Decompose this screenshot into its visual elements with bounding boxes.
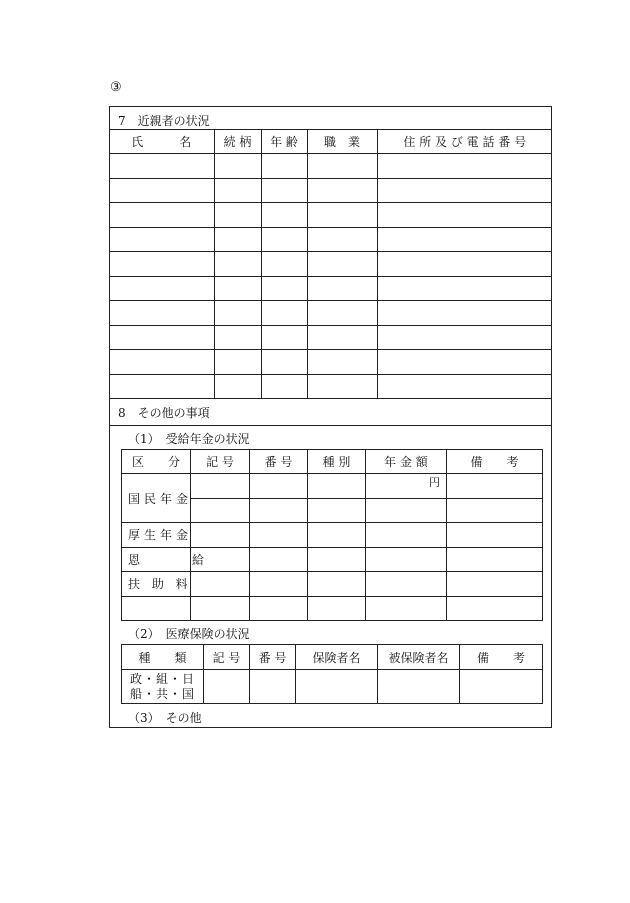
- relative-age-cell[interactable]: [261, 350, 307, 375]
- relative-address-cell[interactable]: [377, 276, 552, 301]
- relative-age-cell[interactable]: [261, 154, 307, 179]
- relative-age-cell[interactable]: [261, 178, 307, 203]
- pension-type-cell[interactable]: [308, 474, 366, 499]
- pension-symbol-cell[interactable]: [191, 596, 250, 621]
- relative-relationship-cell[interactable]: [214, 252, 261, 277]
- pension-row-onkyu: [122, 547, 543, 572]
- pension-row-fujo: [122, 572, 543, 597]
- relatives-row: [109, 154, 552, 179]
- relative-occupation-cell[interactable]: [307, 325, 377, 350]
- relatives-row: [109, 252, 552, 277]
- relative-address-cell[interactable]: [377, 203, 552, 228]
- insurance-data-row: [122, 670, 543, 704]
- pension-amount-cell[interactable]: [366, 498, 447, 523]
- pension-symbol-cell[interactable]: [191, 572, 250, 597]
- pension-type-cell[interactable]: [308, 547, 366, 572]
- pension-type-cell[interactable]: [308, 523, 366, 548]
- pension-type-cell[interactable]: [308, 572, 366, 597]
- relative-address-cell[interactable]: [377, 325, 552, 350]
- section7-title: 7 近親者の状況: [118, 114, 210, 128]
- pension-amount-cell[interactable]: [366, 547, 447, 572]
- page-marker: ③: [110, 80, 122, 95]
- pension-remarks-cell[interactable]: [447, 572, 543, 597]
- pension-subtitle: （1） 受給年金の状況: [128, 432, 250, 446]
- relative-relationship-cell[interactable]: [214, 276, 261, 301]
- pension-symbol-cell[interactable]: [191, 498, 250, 523]
- relative-name-cell[interactable]: [109, 374, 214, 399]
- pension-amount-cell[interactable]: [366, 474, 447, 499]
- relatives-row: [109, 178, 552, 203]
- pension-number-cell[interactable]: [250, 572, 308, 597]
- relative-name-cell[interactable]: [109, 203, 214, 228]
- pension-remarks-cell[interactable]: [447, 523, 543, 548]
- pension-header-remarks: 備 考: [447, 450, 543, 474]
- relatives-header-row: [109, 130, 552, 154]
- insurance-header-symbol: 記 号: [204, 645, 250, 670]
- insurance-header-insured: 被保険者名: [378, 645, 460, 670]
- relative-address-cell[interactable]: [377, 252, 552, 277]
- relative-address-cell[interactable]: [377, 301, 552, 326]
- relative-relationship-cell[interactable]: [214, 227, 261, 252]
- relative-occupation-cell[interactable]: [307, 350, 377, 375]
- header-occupation: 職 業: [307, 130, 377, 154]
- pension-remarks-cell[interactable]: [447, 474, 543, 499]
- pension-header-symbol: 記 号: [191, 450, 250, 474]
- relative-address-cell[interactable]: [377, 227, 552, 252]
- pension-row-blank: [122, 596, 543, 621]
- pension-row-employees: [122, 523, 543, 548]
- pension-number-cell[interactable]: [250, 596, 308, 621]
- insurance-header-row: [122, 645, 543, 670]
- pension-amount-cell[interactable]: [366, 523, 447, 548]
- insurance-type-line1: 政・組・日: [129, 671, 195, 686]
- insurance-number-cell[interactable]: [250, 670, 296, 704]
- other-subtitle: （3） その他: [128, 711, 202, 725]
- pension-remarks-cell[interactable]: [447, 498, 543, 523]
- relative-name-cell[interactable]: [109, 325, 214, 350]
- insurance-symbol-cell[interactable]: [204, 670, 250, 704]
- pension-header-category: 区 分: [122, 450, 191, 474]
- pension-header-number: 番 号: [250, 450, 308, 474]
- insurance-header-number: 番 号: [250, 645, 296, 670]
- relative-relationship-cell[interactable]: [214, 178, 261, 203]
- insurance-type-options: [122, 670, 204, 704]
- relatives-table: [109, 129, 552, 399]
- insurance-insurer-cell[interactable]: [296, 670, 378, 704]
- pension-label-national: 国民年金: [122, 474, 191, 523]
- insurance-insured-cell[interactable]: [378, 670, 460, 704]
- relative-name-cell[interactable]: [109, 276, 214, 301]
- relative-relationship-cell[interactable]: [214, 350, 261, 375]
- relatives-row: [109, 203, 552, 228]
- relative-name-cell[interactable]: [109, 252, 214, 277]
- insurance-type-line2: 船・共・国: [129, 686, 195, 701]
- relative-name-cell[interactable]: [109, 178, 214, 203]
- header-address-phone: 住 所 及 び 電 話 番 号: [377, 130, 552, 154]
- form-frame: [109, 106, 552, 728]
- section8-title: 8 その他の事項: [118, 406, 210, 420]
- section8-divider: [110, 425, 551, 426]
- insurance-header-insurer: 保険者名: [296, 645, 378, 670]
- relative-name-cell[interactable]: [109, 350, 214, 375]
- pension-number-cell[interactable]: [250, 523, 308, 548]
- pension-symbol-cell[interactable]: [191, 523, 250, 548]
- relative-address-cell[interactable]: [377, 178, 552, 203]
- relative-name-cell[interactable]: [109, 154, 214, 179]
- relative-age-cell[interactable]: [261, 203, 307, 228]
- relatives-row: [109, 276, 552, 301]
- pension-label-fujo: 扶 助 料: [122, 572, 191, 597]
- relative-age-cell[interactable]: [261, 227, 307, 252]
- relative-occupation-cell[interactable]: [307, 178, 377, 203]
- relatives-row: [109, 325, 552, 350]
- pension-number-cell[interactable]: [250, 498, 308, 523]
- pension-remarks-cell[interactable]: [447, 547, 543, 572]
- header-relationship: 続 柄: [214, 130, 261, 154]
- relative-relationship-cell[interactable]: [214, 203, 261, 228]
- pension-label-onkyu: 恩 給: [122, 547, 191, 572]
- relative-address-cell[interactable]: [377, 154, 552, 179]
- pension-header-type: 種 別: [308, 450, 366, 474]
- relative-occupation-cell[interactable]: [307, 252, 377, 277]
- insurance-header-remarks: 備 考: [460, 645, 543, 670]
- relative-age-cell[interactable]: [261, 374, 307, 399]
- header-name: 氏 名: [109, 130, 214, 154]
- relative-age-cell[interactable]: [261, 276, 307, 301]
- pension-number-cell[interactable]: [250, 547, 308, 572]
- insurance-remarks-cell[interactable]: [460, 670, 543, 704]
- yen-mark: 円: [429, 476, 440, 489]
- relative-age-cell[interactable]: [261, 301, 307, 326]
- header-age: 年 齢: [261, 130, 307, 154]
- pension-row-national-1: [122, 474, 543, 499]
- pension-amount-cell[interactable]: [366, 596, 447, 621]
- pension-header-row: [122, 450, 543, 474]
- relatives-row: [109, 301, 552, 326]
- pension-type-cell[interactable]: [308, 498, 366, 523]
- pension-symbol-cell[interactable]: [191, 474, 250, 499]
- relative-relationship-cell[interactable]: [214, 154, 261, 179]
- insurance-subtitle: （2） 医療保険の状況: [128, 627, 250, 641]
- relative-address-cell[interactable]: [377, 374, 552, 399]
- pension-type-cell[interactable]: [308, 596, 366, 621]
- relative-occupation-cell[interactable]: [307, 301, 377, 326]
- relative-age-cell[interactable]: [261, 252, 307, 277]
- relative-relationship-cell[interactable]: [214, 301, 261, 326]
- relative-occupation-cell[interactable]: [307, 374, 377, 399]
- relative-name-cell[interactable]: [109, 227, 214, 252]
- relative-occupation-cell[interactable]: [307, 203, 377, 228]
- insurance-table: [121, 644, 543, 704]
- relative-name-cell[interactable]: [109, 301, 214, 326]
- relative-occupation-cell[interactable]: [307, 154, 377, 179]
- relative-address-cell[interactable]: [377, 350, 552, 375]
- pension-label-employees: 厚生年金: [122, 523, 191, 548]
- relatives-row: [109, 350, 552, 375]
- relatives-row: [109, 374, 552, 399]
- pension-table: [121, 449, 543, 621]
- relative-occupation-cell[interactable]: [307, 227, 377, 252]
- relative-relationship-cell[interactable]: [214, 374, 261, 399]
- pension-remarks-cell[interactable]: [447, 596, 543, 621]
- relative-age-cell[interactable]: [261, 325, 307, 350]
- pension-label-blank[interactable]: [122, 596, 191, 621]
- relatives-row: [109, 227, 552, 252]
- pension-number-cell[interactable]: [250, 474, 308, 499]
- relative-relationship-cell[interactable]: [214, 325, 261, 350]
- relative-occupation-cell[interactable]: [307, 276, 377, 301]
- pension-header-amount: 年 金 額: [366, 450, 447, 474]
- pension-amount-cell[interactable]: [366, 572, 447, 597]
- insurance-header-kind: 種 類: [122, 645, 204, 670]
